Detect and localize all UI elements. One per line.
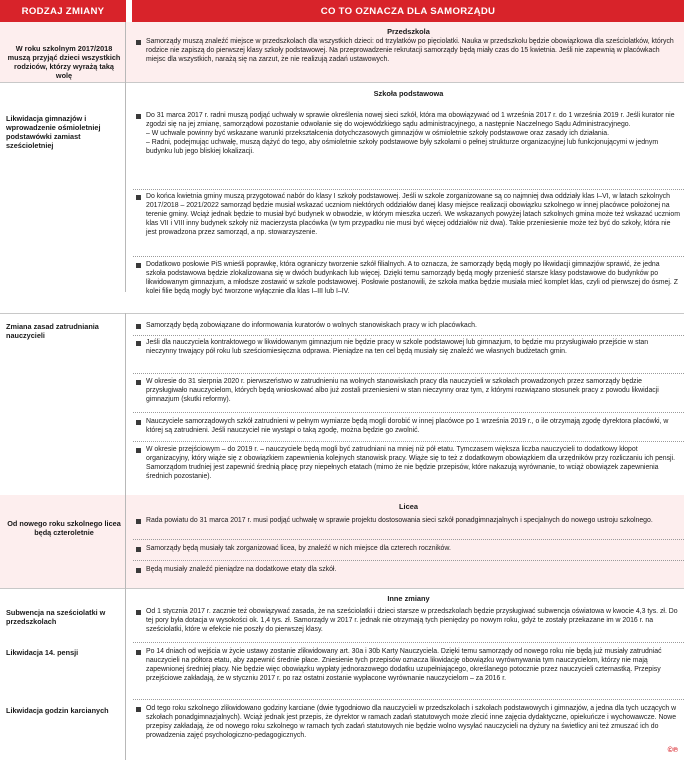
bullet-icon [136,568,141,573]
bullet-icon [136,114,141,119]
header-col-rodzaj: RODZAJ ZMIANY [0,0,126,22]
bullet-icon [136,448,141,453]
bullet-szkola-1: Do 31 marca 2017 r. radni muszą podjąć uchwały w sprawie określenia nowej sieci szkół, która ma obowiązywać od 1 września 2017 r. do 1 września 2019 r. Jeśli kurator nie zgodzi się na jej zmianę, samorządowi pozostanie odwołanie się do wojewódzkiego sądu administracyjnego, a następnie Naczelnego Sądu Administracyjnego. – W uchwale powinny być wskazane warunki przekształcenia dotychczasowych gimnazjów w ośmioletnie szkoły podstawowe oraz zasady ich działania. – Radni, podejmując uchwałę, muszą dążyć do tego, aby ośmioletnie szkoły podstawowe były szkołami o pełnej strukturze organizacyjnej lub funkcjonującymi w jednym budynku lub jego bliskiej lokalizacji. [136,112,680,157]
row-label-licea: Od nowego roku szkolnego licea będą czteroletnie [7,519,121,538]
bullet-icon [136,547,141,552]
bullet-icon [136,610,141,615]
bullet-icon [136,380,141,385]
bullet-14-pensja: Po 14 dniach od wejścia w życie ustawy zostanie zlikwidowany art. 30a i 30b Karty Nauczyciela. Dzięki temu samorządy od nowego roku nie będą już musiały zatrudniać nauczycieli na półtora etatu, aby zapewnić średnie płace. Zniesienie tych przepisów oznacza likwidację obowiązku wyrównywania tym nauczycielom, którzy nie mają zapewnionej średniej płacy. Nie będzie więc obowiązku wypłaty jednorazowego dodatku uzupełniającego, określanego potocznie przez nauczycieli czternastką. Przepisy przejściowe zakładają, że w styczniu 2017 r. po raz ostatni zostanie wypłacone wyrównanie nauczycielom – za 2016 r. [136,648,680,684]
bullet-szkola-2: Do końca kwietnia gminy muszą przygotować nabór do klasy I szkoły podstawowej. Jeśli w szkole zorganizowane są co najmniej dwa oddziały klas I–VI, w latach szkolnych 2017/2018 – 2021/2022 samorząd będzie musiał wskazać uczniom niektórych oddziałów danej klasy miejsce realizacji obowiązku szkolnego w innej placówce położonej na terenie gminy. Wciąż jednak będzie to musiał być budynek w obwodzie, w którym mieszka uczeń. We wskazanych powyżej latach szkolnych gmina może też wskazać uczniom klas VII i VIII inny budynek szkoły niż macierzysta placówka (w tym przypadku nie musi być więcej oddziałów niż dwa). Takie przeniesienie może też być do szkoły, która nie jest prowadzona przez samorząd, a np. stowarzyszenie. [136,193,680,238]
row-label-14-pensja: Likwidacja 14. pensji [6,648,79,657]
bullet-przedszkola: Samorządy muszą znaleźć miejsce w przedszkolach dla wszystkich dzieci: od trzylatków po pięciolatki. Nauka w przedszkolu będzie obowiązkowa dla sześciolatków, których rodzice nie zapiszą do pierwszej klasy szkoły podstawowej. Na przeprowadzenie rekrutacji samorządy będą miały czas do 15 kwietnia. Jeśli nie zapewnią w placówkach miejsc dla wszystkich, narażą się na zarzut, że nie realizują zadań ustawowych. [136,38,680,65]
row-label-szkola: Likwidacja gimnazjów i wprowadzenie ośmioletniej podstawówki zamiast sześcioletniej [6,114,101,151]
bullet-szkola-3: Dodatkowo posłowie PiS wnieśli poprawkę, która ograniczy tworzenie szkół filialnych. A to oznacza, że samorządy będą mogły po likwidacji gimnazjów sprawić, że jedna szkoła podstawowa będzie zlokalizowana się w dwóch budynkach lub więcej. Dzięki temu samorządy będą mogły przenieść starsze klasy podstawowe do budynków po likwidowanym gimnazjum, a młodsze zostawić w szkole podstawowej. Posłowie postanowili, że szkoła matka będzie musiała mieć komplet klas, czyli od pierwszej do ósmej. Z kolei filie będą mogły być tworzone wyłącznie dla klas I–III lub I–IV. [136,261,680,297]
bullet-icon [136,420,141,425]
bullet-zatrudnianie-3: W okresie do 31 sierpnia 2020 r. pierwszeństwo w zatrudnieniu na wolnych stanowiskach pracy dla nauczycieli w szkołach prowadzonych przez samorządy będzie przysługiwało nauczycielom, których będą wnioskować albo już zostali przeniesieni w stan nieczynny oraz tym, z którymi rozwiązano stosunek pracy z powodu likwidacji gimnazjum (skutki reformy). [136,378,680,405]
bullet-icon [136,263,141,268]
bullet-licea-3: Będą musiały znaleźć pieniądze na dodatkowe etaty dla szkół. [136,566,680,575]
table-header [0,0,684,22]
row-label-przedszkola: W roku szkolnym 2017/2018 muszą przyjąć dzieci wszystkich rodziców, którzy wyrażą taką wolę [7,44,121,81]
bullet-licea-1: Rada powiatu do 31 marca 2017 r. musi podjąć uchwałę w sprawie projektu dostosowania sieci szkół ponadgimnazjalnych i specjalnych do nowego ustroju szkolnego. [136,517,680,526]
bullet-licea-2: Samorządy będą musiały tak zorganizować licea, by znaleźć w nich miejsce dla czterech roczników. [136,545,680,554]
bullet-icon [136,324,141,329]
bullet-zatrudnianie-1: Samorządy będą zobowiązane do informowania kuratorów o wolnych stanowiskach pracy w ich placówkach. [136,322,680,331]
section-title-przedszkola: Przedszkola [387,27,430,36]
bullet-icon [136,650,141,655]
bullet-zatrudnianie-5: W okresie przejściowym – do 2019 r. – nauczyciele będą mogli być zatrudniani na mniej niż pół etatu. Tymczasem większa liczba nauczycieli to dodatkowy kłopot organizacyjny, który wiąże się z obowiązkiem zapewnienia kolejnych stanowisk pracy. Wiąże się to też z dodatkowym obowiązkiem dla urzędników przy rozliczaniu ich pensji. Samorządom trudniej jest zapewnić średnią płacę przy niepełnych etatach (mimo że nie będzie przepisów, które nakazują wyrównanie, to wciąż obowiązek zapewnienia średnich pozostanie). [136,446,680,482]
header-col-znaczenie: CO TO OZNACZA DLA SAMORZĄDU [132,0,684,22]
section-title-szkola: Szkoła podstawowa [373,89,444,98]
bullet-icon [136,707,141,712]
bullet-icon [136,195,141,200]
bullet-zatrudnianie-4: Nauczyciele samorządowych szkół zatrudnieni w pełnym wymiarze będą mogli dorobić w innej placówce po 1 września 2019 r., o ile otrzymają zgodę dyrektora placówki, w której są zatrudnieni. Jeśli nauczyciel nie wystąpi o taką zgodę, można będzie go zwolnić. [136,418,680,436]
bullet-icon [136,341,141,346]
copyright-mark: ©℗ [667,747,678,754]
section-title-inne: Inne zmiany [387,594,430,603]
bullet-icon [136,40,141,45]
bullet-zatrudnianie-2: Jeśli dla nauczyciela kontraktowego w likwidowanym gimnazjum nie będzie pracy w szkole podstawowej lub gimnazjum, to będzie mu przysługiwało przejście w stan nieczynny trwający pół roku lub sześciomiesięczna odprawa. Pieniądze na ten cel będą musiały się znaleźć we własnych budżetach gmin. [136,339,680,357]
row-label-godziny-karciane: Likwidacja godzin karcianych [6,706,109,715]
bullet-icon [136,519,141,524]
bullet-godziny-karciane: Od tego roku szkolnego zlikwidowano godziny karciane (dwie tygodniowo dla nauczycieli w przedszkolach i szkołach podstawowych i gimnazjów, a jedna dla tych uczących w szkołach ponadgimnazjalnych). Wciąż jednak jest przepis, że dyrektor w ramach zadań statutowych może zlecić inne zajęcia dydaktyczne, opiekuńcze i wychowawcze. Nowe przepisy zakładają, że od nowego roku szkolnego w ramach tych zadań statutowych nie będzie wolno wysyłać nauczycieli na dyżury na świetlicy ani też zmuszać ich do prowadzenia zajęć psychologiczno-pedagogicznych. [136,705,680,741]
row-label-subwencja: Subwencja na sześciolatki w przedszkolach [6,608,106,627]
row-label-zatrudnianie: Zmiana zasad zatrudniania nauczycieli [6,322,99,341]
section-title-licea: Licea [399,502,418,511]
bullet-subwencja: Od 1 stycznia 2017 r. zacznie też obowiązywać zasada, że na sześciolatki i dzieci starsze w przedszkolach będzie przysługiwać subwencja oświatowa w kwocie 4,3 tys. zł. Do tej pory była dotacja w wysokości ok. 1,4 tys. zł. Samorządy w 2017 r. jednak nie otrzymają tych pieniędzy po nowym roku, gdyż te zostały przekazane im w 2016 r. na sześciolatki, które w efekcie nie poszły do pierwszej klasy. [136,608,680,635]
